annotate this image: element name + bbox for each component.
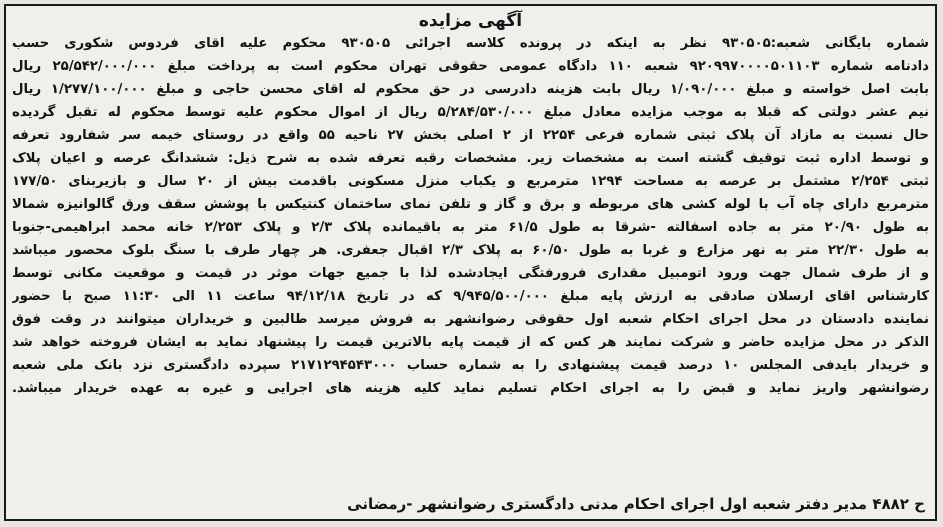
notice-line: ثبتی ۲/۲۵۴ مشتمل بر عرصه به مساحت ۱۲۹۴ مترمربع و یکباب منزل مسکونی باقدمت بیش از ۲۰ سال و بازیربنای ۱۷۷/۵۰ bbox=[12, 174, 929, 189]
notice-line: مترمربع دارای چاه آب با لوله کشی های مربوطه و برق و گاز و تلفن نمای ساختمان کنتیکس با پوشش سقف ورق گالوانیزه شمالا bbox=[12, 197, 929, 212]
notice-line: و توسط اداره ثبت توقیف گشته است به مشخصات زیر. مشخصات رقبه تعرفه شده به شرح ذیل: ششدانگ عرصه و اعیان پلاک bbox=[12, 151, 929, 166]
auction-notice bbox=[4, 4, 937, 521]
notice-line: کارشناس اقای ارسلان صادقی به ارزش پایه مبلغ ۹/۹۴۵/۵۰۰/۰۰۰ که در تاریخ ۹۴/۱۲/۱۸ ساعت ۱۱ الی ۱۱:۳۰ صبح با حضور bbox=[12, 289, 929, 304]
notice-line: نیم عشر دولتی که قبلا به موجب مزایده معادل مبلغ ۵/۲۸۴/۵۳۰/۰۰۰ ریال از اموال محکوم علیه توسط محکوم له تقبل گردیده bbox=[12, 105, 929, 120]
notice-footer: ح ۴۸۸۲ مدیر دفتر شعبه اول اجرای احکام مدنی دادگستری رضوانشهر -رمضانی bbox=[347, 495, 925, 513]
notice-line: رضوانشهر واریز نماید و قبض را به اجرای احکام تسلیم نماید کلیه هزینه های اجرایی و غیره به عهده خریدار میباشد. bbox=[12, 381, 929, 396]
notice-line: و خریدار بایدفی المجلس ۱۰ درصد قیمت پیشنهادی را به شماره حساب ۲۱۷۱۲۹۴۵۴۳۰۰۰ سپرده دادگستری نزد بانک ملی شعبه bbox=[12, 358, 929, 373]
notice-line: حال نسبت به مازاد آن پلاک ثبتی شماره فرعی ۲۲۵۴ از ۲ اصلی بخش ۲۷ ناحیه ۵۵ واقع در روستای خیمه سر شفارود تعرفه bbox=[12, 128, 929, 143]
notice-line: دادنامه شماره ۹۲۰۹۹۷۰۰۰۰۵۰۱۱۰۳ شعبه ۱۱۰ دادگاه عمومی حقوقی تهران محکوم است به پرداخت مبلغ ۲۵/۵۴۲/۰۰۰/۰۰۰ ریال bbox=[12, 59, 929, 74]
notice-line: و از طرف شمال جهت ورود اتومبیل مقداری فرورفتگی ایجادشده لذا با جمیع جهات موثر در قیمت و موقعیت مکانی توسط bbox=[12, 266, 929, 281]
notice-line: به طول ۲۲/۳۰ متر به نهر مزارع و غربا به طول ۶۰/۵۰ به پلاک ۲/۳ اقبال جعفری. هر چهار طرف با سنگ بلوک محصور میباشد bbox=[12, 243, 929, 258]
notice-line: بابت اصل خواسته و مبلغ ۱/۰۹۰/۰۰۰ ریال بابت هزینه دادرسی در حق محکوم له اقای محسن حاجی و مبلغ ۱/۲۷۷/۱۰۰/۰۰۰ ریال bbox=[12, 82, 929, 97]
notice-line: به طول ۲۰/۹۰ متر به جاده اسفالته -شرقا به طول ۶۱/۵ متر به باقیمانده پلاک ۲/۳ و پلاک ۲/۲۵۳ خانه محمد ابراهیمی-جنوبا bbox=[12, 220, 929, 235]
notice-line: نماینده دادستان در محل اجرای احکام شعبه اول حقوقی رضوانشهر به فروش میرسد طالبین و خریداران میتوانند در وقت فوق bbox=[12, 312, 929, 327]
notice-line: الذکر در محل مزایده حاضر و شرکت نمایند هر کس که از قیمت پایه بالاترین قیمت را پیشنهاد نماید به ایشان فروخته خواهد شد bbox=[12, 335, 929, 350]
notice-line: شماره بایگانی شعبه:۹۳۰۵۰۵ نظر به اینکه در پرونده کلاسه اجرائی ۹۳۰۵۰۵ محکوم علیه اقای فردوس شکوری حسب bbox=[12, 36, 929, 51]
notice-body bbox=[6, 32, 935, 400]
notice-title: آگهی مزایده bbox=[418, 11, 523, 31]
